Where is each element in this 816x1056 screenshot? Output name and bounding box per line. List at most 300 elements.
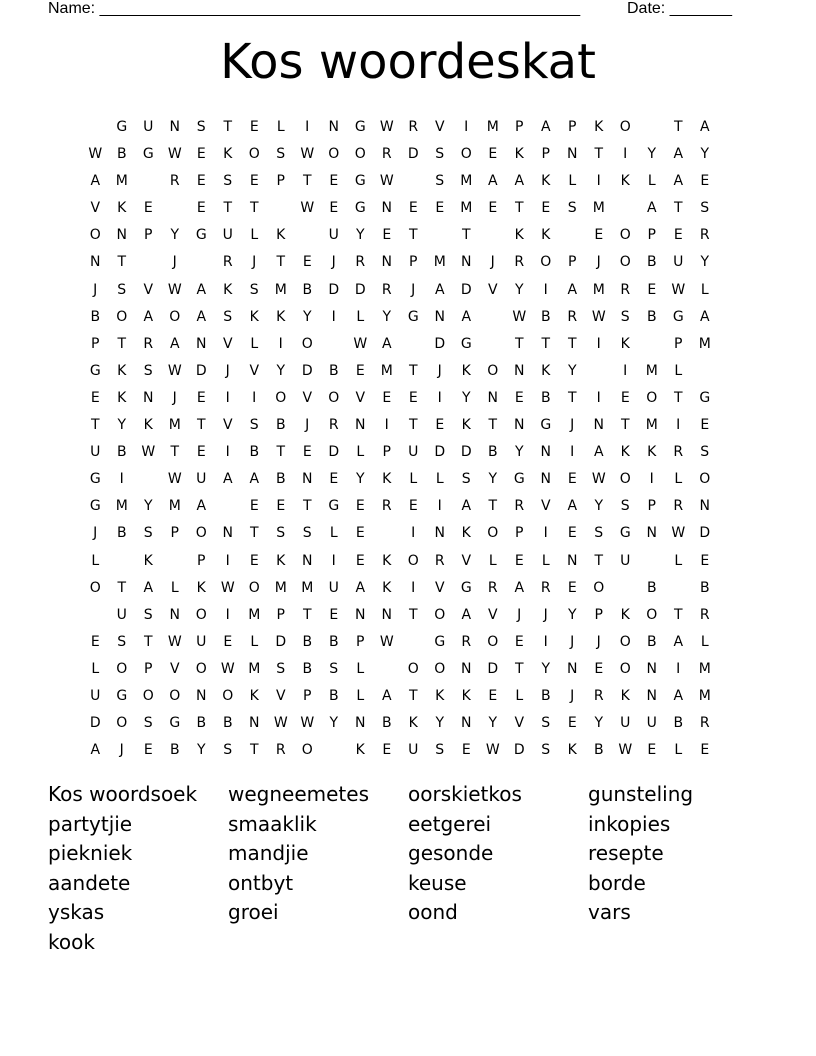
grid-cell: E (90, 633, 100, 650)
grid-cell: V (434, 579, 445, 596)
grid-cell: O (116, 660, 128, 677)
grid-cell: V (302, 389, 313, 406)
grid-cell: A (196, 498, 207, 515)
grid-cell: O (275, 389, 287, 406)
grid-cell: T (302, 173, 312, 190)
grid-cell: T (276, 254, 286, 271)
grid-cell: U (620, 552, 631, 569)
grid-cell: L (674, 362, 683, 379)
word-list-item: borde (588, 870, 646, 895)
grid-cell: R (143, 335, 154, 352)
grid-cell: N (381, 254, 392, 271)
grid-cell: O (619, 227, 631, 244)
grid-cell: R (381, 498, 392, 515)
word-list-item: aandete (48, 870, 131, 895)
grid-cell: N (434, 308, 445, 325)
grid-cell: K (620, 444, 630, 461)
grid-cell: G (672, 308, 684, 325)
grid-cell: O (434, 606, 446, 623)
grid-cell: U (646, 715, 657, 732)
grid-cell: Y (567, 606, 577, 623)
grid-cell: E (143, 200, 153, 217)
grid-cell: E (514, 389, 524, 406)
grid-cell: O (169, 687, 181, 704)
grid-cell: T (541, 335, 551, 352)
grid-cell: K (196, 579, 206, 596)
grid-cell: E (408, 389, 418, 406)
grid-cell: S (223, 742, 233, 759)
grid-cell: V (222, 417, 233, 434)
grid-cell: S (143, 362, 153, 379)
grid-cell: U (143, 119, 154, 135)
grid-cell: D (89, 715, 101, 732)
grid-cell: E (567, 525, 577, 542)
grid-cell: B (222, 715, 233, 732)
grid-cell: E (700, 742, 710, 759)
grid-cell: E (223, 633, 233, 650)
grid-cell: M (115, 173, 128, 190)
grid-cell: G (354, 173, 366, 190)
grid-cell: B (328, 687, 339, 704)
grid-cell (188, 249, 215, 276)
grid-cell: T (223, 200, 233, 217)
grid-cell (109, 548, 136, 575)
grid-cell: E (594, 660, 604, 677)
grid-cell: S (567, 200, 577, 217)
grid-cell: N (196, 687, 207, 704)
grid-cell: E (196, 200, 206, 217)
grid-cell: P (674, 335, 683, 352)
grid-cell: I (437, 389, 442, 406)
grid-cell: W (671, 525, 686, 542)
grid-cell: T (594, 552, 604, 569)
grid-cell: I (596, 389, 601, 406)
grid-cell: M (592, 281, 605, 298)
grid-cell: L (356, 660, 365, 677)
grid-cell: N (381, 606, 392, 623)
grid-cell: O (619, 633, 631, 650)
grid-cell: N (593, 417, 604, 434)
grid-cell: N (249, 715, 260, 732)
grid-cell: D (407, 146, 419, 163)
grid-cell: B (540, 687, 551, 704)
grid-cell: W (379, 119, 394, 135)
grid-cell: T (408, 606, 418, 623)
grid-cell: U (222, 227, 233, 244)
grid-cell: R (434, 552, 445, 569)
grid-cell: M (433, 254, 446, 271)
grid-cell: O (195, 660, 207, 677)
grid-cell: D (487, 660, 499, 677)
grid-cell: S (435, 146, 445, 163)
grid-cell: S (117, 281, 127, 298)
grid-cell: Y (567, 362, 577, 379)
grid-cell: E (514, 633, 524, 650)
grid-cell: N (355, 417, 366, 434)
grid-cell: P (197, 552, 206, 569)
grid-cell: R (673, 498, 684, 515)
grid-cell: S (620, 308, 630, 325)
grid-cell: I (225, 444, 230, 461)
grid-cell: O (407, 552, 419, 569)
grid-cell: T (143, 633, 153, 650)
grid-cell: Y (700, 254, 710, 271)
grid-cell: N (699, 498, 710, 515)
grid-cell: R (673, 444, 684, 461)
grid-cell: W (591, 308, 606, 325)
grid-cell: K (620, 335, 630, 352)
grid-cell: N (461, 660, 472, 677)
grid-cell: R (699, 227, 710, 244)
grid-cell: B (302, 281, 313, 298)
grid-cell: O (434, 660, 446, 677)
grid-cell: W (300, 200, 315, 217)
grid-cell (612, 195, 639, 222)
grid-cell: I (331, 552, 336, 569)
header (48, 0, 748, 20)
grid-cell: O (593, 579, 605, 596)
grid-cell: B (381, 715, 392, 732)
grid-cell: O (487, 525, 499, 542)
grid-cell: G (460, 335, 472, 352)
grid-cell: O (222, 687, 234, 704)
grid-cell: O (116, 308, 128, 325)
grid-cell: I (649, 471, 654, 488)
grid-cell: L (356, 308, 365, 325)
grid-cell: E (355, 498, 365, 515)
grid-cell: A (381, 687, 392, 704)
grid-cell: K (382, 579, 392, 596)
grid-cell: O (487, 633, 499, 650)
grid-cell: A (461, 606, 472, 623)
grid-cell: V (143, 281, 154, 298)
grid-cell: B (540, 389, 551, 406)
grid-cell: V (169, 660, 180, 677)
grid-cell (268, 195, 295, 222)
grid-cell: U (328, 227, 339, 244)
grid-cell: E (196, 444, 206, 461)
grid-cell: E (329, 471, 339, 488)
grid-cell: V (487, 606, 498, 623)
grid-cell: P (409, 254, 418, 271)
grid-cell: A (381, 335, 392, 352)
word-list-item: ontbyt (228, 870, 294, 895)
grid-cell: T (673, 389, 683, 406)
grid-cell: L (170, 579, 179, 596)
grid-cell: B (646, 633, 657, 650)
grid-cell: K (647, 444, 657, 461)
grid-cell: L (435, 471, 444, 488)
grid-cell (400, 168, 427, 195)
grid-cell: I (384, 417, 389, 434)
grid-cell: Y (488, 471, 498, 488)
grid-cell (374, 520, 401, 547)
grid-cell: O (89, 579, 101, 596)
grid-cell: S (620, 498, 630, 515)
grid-cell: J (331, 254, 336, 271)
grid-cell: O (646, 606, 658, 623)
grid-cell: E (196, 173, 206, 190)
grid-cell: Y (435, 715, 445, 732)
grid-cell: E (302, 444, 312, 461)
grid-cell: L (91, 552, 100, 569)
word-list-item: vars (588, 900, 631, 925)
grid-cell: S (541, 742, 551, 759)
grid-cell: B (116, 525, 127, 542)
grid-cell: L (568, 173, 577, 190)
grid-cell: L (647, 173, 656, 190)
grid-cell: S (700, 200, 710, 217)
grid-cell: K (276, 227, 286, 244)
grid-cell: K (620, 173, 630, 190)
grid-cell: O (619, 254, 631, 271)
grid-cell: O (248, 146, 260, 163)
grid-cell: T (567, 389, 577, 406)
grid-cell: U (196, 633, 207, 650)
grid-cell: I (225, 389, 230, 406)
grid-cell: T (249, 200, 259, 217)
grid-cell: P (91, 335, 100, 352)
grid-cell: S (249, 417, 259, 434)
grid-cell: T (302, 606, 312, 623)
grid-cell: E (673, 227, 683, 244)
grid-cell: S (143, 606, 153, 623)
grid-cell: G (460, 579, 472, 596)
grid-cell: J (93, 281, 98, 298)
grid-cell: W (167, 146, 182, 163)
grid-cell: T (117, 254, 127, 271)
grid-cell: M (248, 606, 261, 623)
grid-cell: E (488, 146, 498, 163)
grid-cell: R (222, 254, 233, 271)
grid-cell: W (141, 444, 156, 461)
grid-cell: K (143, 417, 153, 434)
grid-cell: B (646, 579, 657, 596)
grid-cell: I (278, 335, 283, 352)
grid-cell: U (196, 471, 207, 488)
grid-cell: Y (514, 444, 524, 461)
grid-cell: B (328, 633, 339, 650)
grid-cell: B (169, 742, 180, 759)
grid-cell: J (252, 254, 257, 271)
grid-cell: E (249, 498, 259, 515)
grid-cell: N (355, 715, 366, 732)
grid-cell: W (220, 579, 235, 596)
grid-cell: P (144, 227, 153, 244)
grid-cell: O (169, 308, 181, 325)
grid-cell: G (354, 200, 366, 217)
grid-cell: J (437, 362, 442, 379)
grid-cell: I (119, 471, 124, 488)
grid-cell: L (250, 633, 259, 650)
grid-cell: B (487, 444, 498, 461)
grid-cell: S (223, 308, 233, 325)
grid-cell: A (487, 173, 498, 190)
grid-cell: A (355, 579, 366, 596)
grid-cell: N (434, 525, 445, 542)
word-list-item: eetgerei (408, 811, 492, 836)
grid-cell: T (673, 119, 683, 135)
grid-cell: G (513, 471, 525, 488)
grid-cell (135, 249, 162, 276)
grid-cell: A (169, 335, 180, 352)
grid-cell: I (225, 606, 230, 623)
grid-cell: J (570, 417, 575, 434)
grid-cell: V (514, 715, 525, 732)
grid-cell: T (514, 200, 524, 217)
grid-cell: W (167, 471, 182, 488)
grid-cell: W (300, 146, 315, 163)
grid-cell: G (89, 498, 101, 515)
grid-cell: E (249, 119, 259, 135)
grid-cell: K (117, 362, 127, 379)
grid-cell: D (434, 444, 446, 461)
grid-cell: M (274, 579, 287, 596)
grid-cell: P (170, 525, 179, 542)
grid-cell: O (460, 146, 472, 163)
grid-cell: E (700, 552, 710, 569)
grid-cell (215, 493, 242, 520)
grid-cell: L (329, 525, 338, 542)
grid-cell (692, 358, 719, 385)
grid-cell: J (570, 633, 575, 650)
grid-cell: T (408, 687, 418, 704)
grid-cell: A (699, 308, 710, 325)
grid-cell: G (142, 146, 154, 163)
grid-cell: J (172, 254, 177, 271)
grid-cell: P (594, 606, 603, 623)
grid-cell: Y (355, 227, 365, 244)
grid-cell: U (408, 444, 419, 461)
grid-cell: B (302, 633, 313, 650)
grid-cell: R (699, 715, 710, 732)
grid-cell: Y (647, 146, 657, 163)
grid-cell: B (196, 715, 207, 732)
grid-cell: R (328, 417, 339, 434)
grid-cell: U (328, 579, 339, 596)
grid-cell: M (645, 362, 658, 379)
grid-cell: N (567, 146, 578, 163)
grid-cell: L (276, 119, 285, 135)
grid-cell: W (167, 362, 182, 379)
grid-cell: B (540, 308, 551, 325)
grid-cell: M (592, 200, 605, 217)
grid-cell: A (514, 579, 525, 596)
grid-cell: G (619, 525, 631, 542)
grid-cell: L (250, 335, 259, 352)
grid-cell: Y (355, 471, 365, 488)
grid-cell: E (647, 742, 657, 759)
grid-cell: G (89, 362, 101, 379)
grid-cell: R (567, 308, 578, 325)
grid-cell: G (407, 308, 419, 325)
grid-cell: V (249, 362, 260, 379)
grid-cell: S (117, 633, 127, 650)
grid-cell: T (488, 417, 498, 434)
grid-cell: N (116, 227, 127, 244)
grid-cell: J (172, 389, 177, 406)
grid-cell: M (274, 281, 287, 298)
grid-cell: U (116, 606, 127, 623)
grid-cell: L (700, 633, 709, 650)
grid-cell: W (220, 660, 235, 677)
grid-cell: M (248, 660, 261, 677)
grid-cell: B (116, 444, 127, 461)
grid-cell: E (514, 552, 524, 569)
grid-cell: E (408, 498, 418, 515)
grid-cell: P (144, 660, 153, 677)
grid-cell: T (90, 417, 100, 434)
grid-cell: Y (461, 389, 471, 406)
grid-cell: G (116, 119, 128, 135)
grid-cell: K (461, 525, 471, 542)
grid-cell: L (674, 471, 683, 488)
grid-cell: S (594, 525, 604, 542)
grid-cell: N (514, 362, 525, 379)
grid-cell: N (302, 552, 313, 569)
grid-cell: A (143, 579, 154, 596)
grid-cell: E (594, 227, 604, 244)
grid-cell: S (461, 471, 471, 488)
grid-cell: L (409, 471, 418, 488)
grid-cell: M (645, 417, 658, 434)
grid-cell: O (646, 389, 658, 406)
grid-cell: T (673, 606, 683, 623)
grid-cell: D (513, 742, 525, 759)
grid-cell: T (408, 227, 418, 244)
grid-cell: I (411, 525, 416, 542)
grid-cell: K (355, 742, 365, 759)
grid-cell: K (541, 173, 551, 190)
grid-cell: N (328, 119, 339, 135)
grid-cell: E (196, 146, 206, 163)
grid-cell: S (329, 660, 339, 677)
grid-cell: N (143, 389, 154, 406)
grid-cell: Y (302, 308, 312, 325)
grid-cell: O (540, 254, 552, 271)
grid-cell: N (540, 444, 551, 461)
grid-cell: M (460, 173, 473, 190)
grid-cell: Y (594, 715, 604, 732)
grid-cell: W (88, 146, 103, 163)
grid-cell: A (222, 471, 233, 488)
grid-cell: R (514, 254, 525, 271)
grid-cell: A (196, 308, 207, 325)
grid-cell: K (276, 308, 286, 325)
grid-cell: O (301, 742, 313, 759)
grid-cell: G (116, 687, 128, 704)
grid-cell: L (700, 281, 709, 298)
grid-cell: I (676, 660, 681, 677)
grid-cell: E (329, 173, 339, 190)
grid-cell: K (117, 389, 127, 406)
grid-cell: V (90, 200, 101, 217)
grid-cell: E (647, 281, 657, 298)
grid-cell (639, 548, 666, 575)
grid-cell: O (487, 362, 499, 379)
grid-cell: M (168, 498, 181, 515)
grid-cell: J (411, 281, 416, 298)
word-list-item: keuse (408, 870, 467, 895)
grid-cell: A (673, 687, 684, 704)
grid-cell: O (248, 579, 260, 596)
grid-cell: E (567, 715, 577, 732)
grid-cell: E (249, 552, 259, 569)
grid-cell: R (381, 146, 392, 163)
grid-cell: I (252, 389, 257, 406)
grid-cell: E (196, 389, 206, 406)
grid-cell: N (302, 471, 313, 488)
